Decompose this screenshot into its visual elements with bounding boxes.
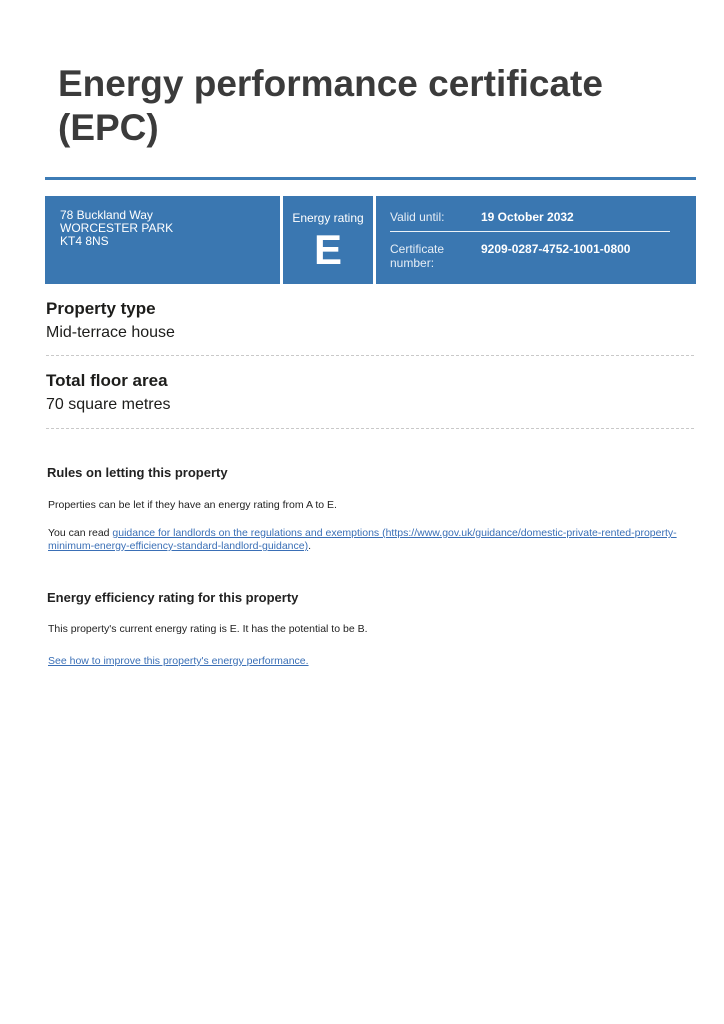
floor-area-value: 70 square metres <box>46 396 171 413</box>
property-type-value: Mid-terrace house <box>46 324 175 341</box>
certificate-details-block <box>376 196 696 284</box>
efficiency-rating-heading: Energy efficiency rating for this property <box>47 590 299 605</box>
letting-rules-text: Properties can be let if they have an energy rating from A to E. <box>48 499 337 511</box>
letting-rules-heading: Rules on letting this property <box>47 465 228 480</box>
improve-performance-link[interactable]: See how to improve this property's energy performance. <box>48 655 309 667</box>
details-divider <box>390 231 670 232</box>
certificate-summary-banner <box>45 196 696 284</box>
page-title: Energy performance certificate (EPC) <box>58 63 603 148</box>
guidance-prefix: You can read <box>48 527 113 539</box>
certificate-number-label-1: Certificate <box>390 242 445 256</box>
valid-until-value: 19 October 2032 <box>481 210 574 224</box>
guidance-suffix: . <box>308 540 312 552</box>
valid-until-label: Valid until: <box>390 210 445 224</box>
landlord-guidance-paragraph <box>48 527 688 553</box>
floor-area-heading: Total floor area <box>46 371 168 390</box>
section-divider <box>46 355 694 356</box>
efficiency-rating-text: This property's current energy rating is E. It has the potential to be B. <box>48 623 368 635</box>
energy-rating-grade: E <box>313 226 342 273</box>
certificate-number-label-2: number: <box>390 256 435 270</box>
improve-performance-paragraph <box>48 655 688 668</box>
address-line-2: WORCESTER PARK <box>60 221 174 235</box>
certificate-number-value: 9209-0287-4752-1001-0800 <box>481 242 631 256</box>
property-type-heading: Property type <box>46 299 156 318</box>
landlord-guidance-link[interactable]: guidance for landlords on the regulations and exemptions (https://www.gov.uk/guidance/domestic-private-rented-property-minimum-energy-efficiency-standard-landlord-guidance) <box>48 527 677 552</box>
address-block <box>45 196 280 284</box>
title-divider <box>45 177 696 180</box>
address-line-3: KT4 8NS <box>60 234 109 248</box>
address-line-1: 78 Buckland Way <box>60 208 153 222</box>
energy-rating-label: Energy rating <box>292 211 364 225</box>
section-divider <box>46 428 694 429</box>
energy-rating-block <box>283 196 373 284</box>
